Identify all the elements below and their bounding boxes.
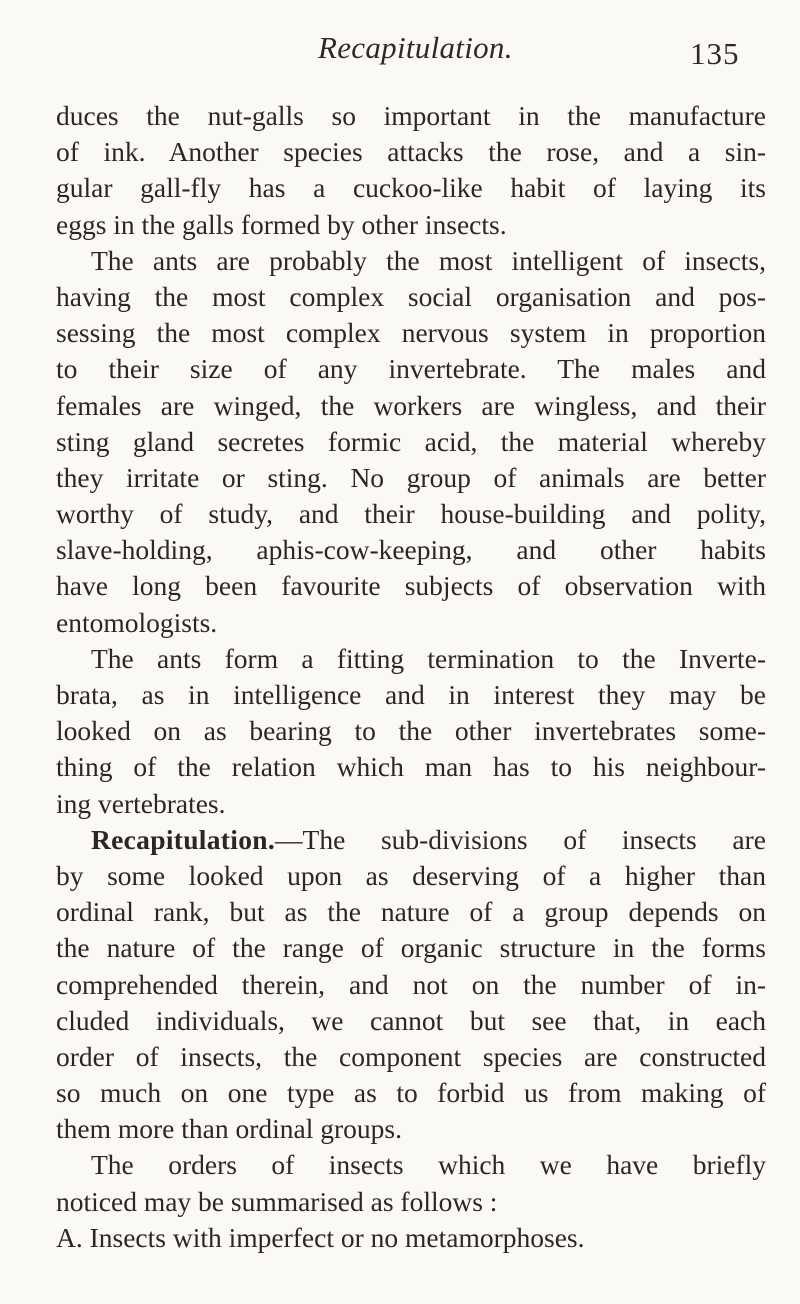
text-line: to their size of any invertebrate. The males and [56, 353, 766, 385]
text-line: have long been favourite subjects of observation with [56, 570, 766, 602]
text-line: they irritate or sting. No group of animals are better [56, 461, 766, 493]
text-line: them more than ordinal groups. [56, 1113, 402, 1145]
text-line: entomologists. [56, 606, 218, 638]
text-line: slave-holding, aphis-cow-keeping, and other habits [56, 534, 766, 566]
text-line: having the most complex social organisation and pos- [56, 280, 766, 312]
text-line: sessing the most complex nervous system in proportion [56, 317, 766, 349]
running-title: Recapitulation. [318, 30, 513, 65]
text-line: females are winged, the workers are wingless, and their [56, 389, 766, 421]
text-line: worthy of study, and their house-building and polity, [56, 498, 766, 530]
text-line: The orders of insects which we have briefly [91, 1149, 766, 1181]
text-line: ordinal rank, but as the nature of a group depends on [56, 896, 766, 928]
recap-paragraph-first-line [56, 822, 766, 858]
text-line: A. Insects with imperfect or no metamorphoses. [56, 1221, 585, 1253]
text-line: brata, as in intelligence and in interest they may be [56, 679, 766, 710]
text-line: so much on one type as to forbid us from making of [56, 1077, 766, 1109]
text-line: The ants are probably the most intelligent of insects, [91, 244, 766, 276]
text-line: looked on as bearing to the other invertebrates some- [56, 715, 766, 747]
text-line: of ink. Another species attacks the rose, and a sin- [56, 136, 766, 168]
text-line: order of insects, the component species are constructed [56, 1040, 766, 1072]
body-text [56, 98, 766, 1256]
text-line: gular gall-fly has a cuckoo-like habit of laying its [56, 172, 766, 204]
text-line: duces the nut-galls so important in the manufacture [56, 100, 766, 131]
text-line: sting gland secretes formic acid, the material whereby [56, 425, 766, 457]
text-line: thing of the relation which man has to his neighbour- [56, 751, 766, 783]
running-head [0, 30, 800, 80]
text-line: The ants form a fitting termination to the Inverte- [91, 642, 766, 674]
text-line: eggs in the galls formed by other insects. [56, 208, 507, 240]
text-line: comprehended therein, and not on the number of in- [56, 968, 766, 1000]
text-line: by some looked upon as deserving of a higher than [56, 859, 766, 891]
section-heading: Recapitulation. [91, 823, 276, 855]
text-line: —The sub-divisions of insects are [275, 823, 766, 855]
text-line: ing vertebrates. [56, 787, 226, 819]
text-line: the nature of the range of organic structure in the forms [56, 932, 766, 964]
text-line: cluded individuals, we cannot but see that, in each [56, 1004, 766, 1036]
page-number: 135 [690, 36, 740, 71]
text-line: noticed may be summarised as follows : [56, 1185, 498, 1217]
